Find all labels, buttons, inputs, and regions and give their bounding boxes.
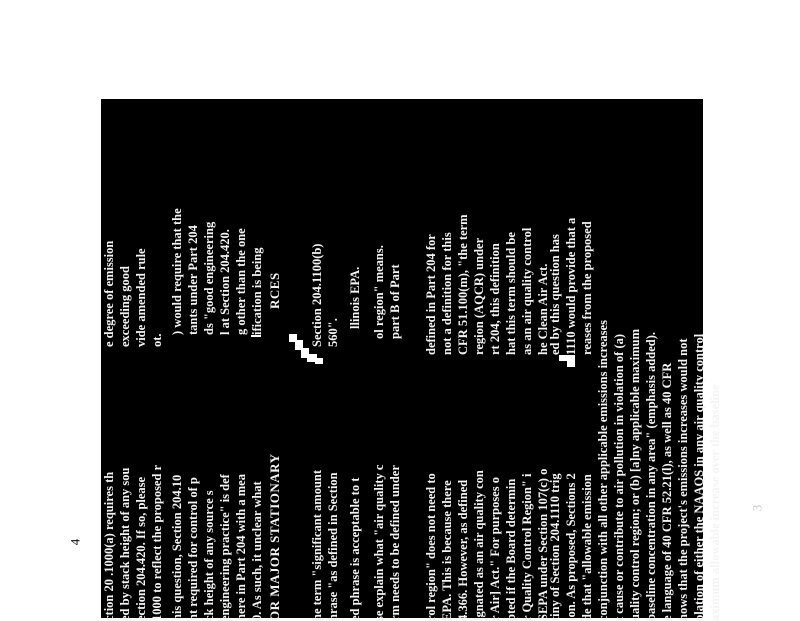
text-line: reases from the proposed bbox=[580, 221, 594, 355]
text-line: 1110 would provide that a bbox=[564, 217, 578, 355]
text-line: not a definition for this bbox=[440, 232, 454, 355]
text-line: rt 204, this definition bbox=[488, 243, 502, 355]
text-line: engineering practice" is def bbox=[218, 474, 232, 621]
page-number: 4 bbox=[67, 538, 83, 546]
text-column-question-right bbox=[169, 208, 265, 335]
text-line: rm needs to be defined under bbox=[388, 465, 402, 621]
text-line: tiny of Section 204.1110 trig bbox=[548, 473, 562, 621]
text-line: Section 204.1100(b) bbox=[310, 243, 324, 347]
text-line: r Air] Act." For purposes o bbox=[488, 477, 502, 621]
text-line: RCES bbox=[267, 272, 282, 309]
text-line: ) would require that the bbox=[170, 208, 184, 335]
text-column-phrase bbox=[347, 478, 363, 621]
text-line: olation of either the NAAQS in any air quality control bbox=[692, 333, 706, 621]
text-line: region (AQCR) under bbox=[472, 237, 486, 355]
text-column-explain bbox=[371, 465, 403, 621]
text-line: ion. As proposed, Sections 2 bbox=[564, 473, 578, 621]
text-line: ds "good engineering bbox=[202, 221, 216, 335]
text-line: ot. bbox=[150, 333, 164, 347]
text-line: ection 204.420. If so, please bbox=[134, 476, 148, 621]
text-line: llinois EPA. bbox=[348, 266, 362, 329]
text-line: hrase "as defined in Section bbox=[326, 472, 340, 621]
text-line: 4.366. However, as defined bbox=[456, 479, 470, 621]
text-line: ed by this question has bbox=[548, 234, 562, 355]
text-column-question bbox=[169, 474, 265, 621]
text-line: he term "significant amount bbox=[310, 469, 324, 621]
scan-artifact bbox=[567, 361, 575, 367]
text-line: vide amended rule bbox=[134, 248, 148, 347]
text-line: e language of 40 CFR 52.21(l), as well as 40 CFR bbox=[660, 362, 674, 621]
text-line: conjunction with all other applicable emissions increases bbox=[596, 320, 610, 621]
text-line: se explain what "air quality c bbox=[372, 464, 386, 621]
text-line: hat this term should be bbox=[504, 232, 518, 355]
text-column-term-right bbox=[309, 244, 341, 347]
text-line: tants under Part 204 bbox=[186, 225, 200, 335]
text-line: ification is being bbox=[250, 247, 264, 335]
text-line: pted if the Board determin bbox=[504, 478, 518, 621]
side-page-number: 3 bbox=[749, 504, 765, 512]
text-line: ol region" means. bbox=[372, 245, 386, 339]
text-line: as an air quality control bbox=[520, 227, 534, 355]
text-line: EPA. This is because there bbox=[440, 480, 454, 621]
text-line: part B of Part bbox=[388, 264, 402, 339]
text-column-region-right bbox=[423, 214, 551, 355]
text-line: rol region" does not need to bbox=[424, 473, 438, 621]
text-column-term bbox=[309, 470, 341, 621]
text-line: ck height of any source s bbox=[202, 490, 216, 621]
text-line: exceeding good bbox=[118, 266, 132, 347]
text-line: ed phrase is acceptable to t bbox=[348, 477, 362, 621]
scan-artifact bbox=[251, 335, 261, 337]
section-heading-right bbox=[267, 272, 283, 309]
text-line: t cause or contribute to air pollution in violation of (a) bbox=[612, 333, 626, 621]
text-line: hows that the project's emissions increases would not bbox=[676, 338, 690, 621]
text-line: uality control region; or (b) [a]ny applicable maximum bbox=[628, 328, 642, 621]
text-line: he Clean Air Act. bbox=[536, 263, 550, 355]
text-line: 1000 to reflect the proposed r bbox=[150, 464, 164, 621]
text-line: l at Section 204.420. bbox=[218, 229, 232, 335]
text-line: OR MAJOR STATIONARY bbox=[267, 453, 282, 621]
text-line: r Quality Control Region" i bbox=[520, 473, 534, 621]
text-line: baseline concentration in any area" (emphasis added). bbox=[644, 331, 658, 621]
rotated-scanned-page bbox=[101, 99, 722, 621]
text-line: nt required for control of p bbox=[186, 477, 200, 621]
text-line: ed by stack height of any sou bbox=[118, 467, 132, 621]
text-line: CFR 51.100(m), "the term bbox=[456, 214, 470, 355]
text-column-region bbox=[423, 469, 551, 621]
text-line: SEPA under Section 107(c) o bbox=[536, 468, 550, 621]
text-line: aximum allowable increase over the baseline bbox=[708, 384, 722, 621]
text-line: 560". bbox=[326, 318, 340, 347]
section-heading bbox=[267, 454, 283, 621]
text-line: his question, Section 204.10 bbox=[170, 474, 184, 621]
text-column-trigger-right bbox=[547, 218, 595, 355]
text-line: g other than the one bbox=[234, 228, 248, 335]
text-line: ignated as an air quality con bbox=[472, 470, 486, 621]
text-line: here in Part 204 with a mea bbox=[234, 474, 248, 621]
text-line: ction 20 .1000(a) requires th bbox=[102, 471, 116, 621]
scan-artifact bbox=[315, 358, 323, 364]
text-column-intro bbox=[101, 465, 165, 621]
text-column-intro-right bbox=[101, 241, 165, 347]
text-column-explain-right bbox=[371, 245, 403, 339]
text-line: defined in Part 204 for bbox=[424, 234, 438, 355]
text-column-phrase-right bbox=[347, 267, 363, 329]
text-line: e degree of emission bbox=[102, 240, 116, 347]
text-line: de that "allowable emission bbox=[580, 474, 594, 621]
text-line: 0. As such, it unclear what bbox=[250, 481, 264, 621]
